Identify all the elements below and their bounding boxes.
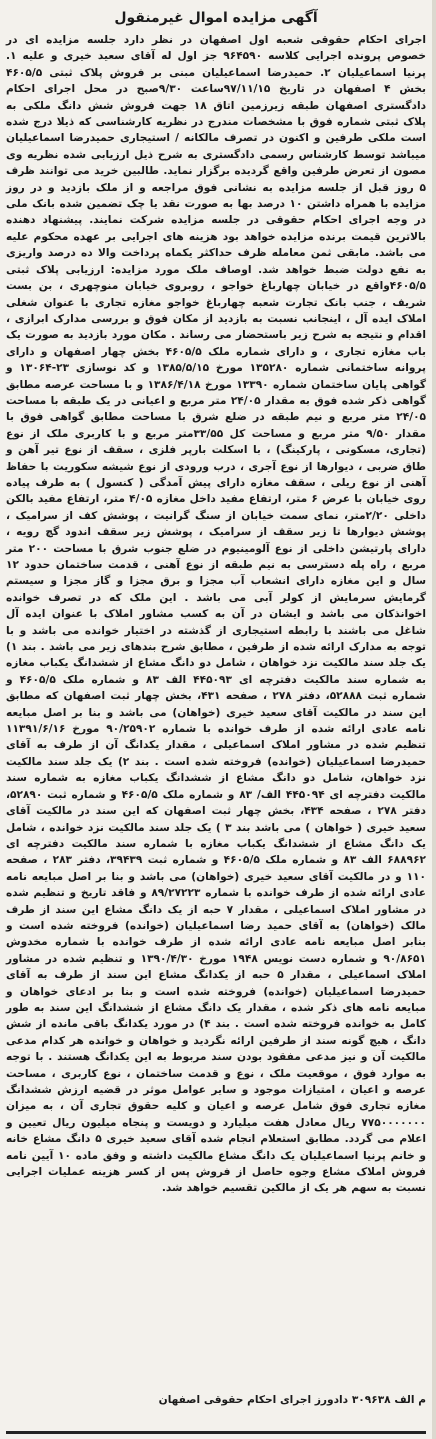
- bottom-rule: [6, 1431, 426, 1434]
- notice-body: [6, 32, 426, 1197]
- signature-title: دادورز اجرای احکام حقوقی اصفهان: [158, 1394, 349, 1406]
- signature-line: [6, 1392, 426, 1408]
- notice-page: [6, 6, 426, 1434]
- notice-title: آگهی مزایده اموال غیرمنقول: [114, 10, 318, 26]
- reference-number: م الف ۳۰۹۶۳۸: [351, 1394, 426, 1406]
- page-edge-strip: [432, 0, 436, 1439]
- notice-paragraph: اجرای احکام حقوقی شعبه اول اصفهان در نظر دارد جلسه مزایده ای در خصوص پرونده اجرایی کلاسه ۹۶۴۵۹۰ جز اول له آقای سعید خیری و علیه ۱. پرنیا اسماعیلیان ۲. حمیدرضا اسماعیلیان مبنی بر فروش پلاک ثبتی ۴۶۰۵/۵ بخش ۴ اصفهان در تاریخ ۹۷/۱۱/۱۵ساعت ۹/۳۰صبح در محل اجرای احکام دادگستری اصفهان طبقه زیرزمین اتاق ۱۸ جهت فروش شش دانگ ملکی به پلاک ثبتی شماره فوق با مشخصات مندرج در نظریه کارشناسی که ذیلا درج شده است ملکی طرفین و اکنون در تصرف مالکانه / استیجاری حمیدرضا اسماعیلیان میباشد توسط کارشناس رسمی دادگستری به شرح ذیل ارزیابی شده نظریه وی مصون از تعرض طرفین واقع گردیده برگزار نماید. طالبین خرید می توانند ظرف ۵ روز قبل از جلسه مزایده به نشانی فوق مراجعه و از ملک بازدید و در روز مزایده با همراه داشتن ۱۰ درصد بها به صورت نقد یا چک تضمین شده بانک ملی در وجه اجرای احکام حقوقی در جلسه مزایده شرکت نمایند. پیشنهاد دهنده بالاترین قیمت برنده مزایده خواهد بود هزینه های اجرایی بر عهده محکوم علیه می باشد. مابقی ثمن معامله ظرف حداکثر یکماه پرداخت والا ده درصد واریزی به نفع دولت ضبط خواهد شد. اوصاف ملک مورد مزایده: ارزیابی پلاک ثبتی ۴۶۰۵/۵واقع در خیابان چهارباغ خواجو ، روبروی خیابان منوچهری ، بن بست شریف ، جنب بانک تجارت شعبه چهارباغ خواجو مغازه تجاری با عنوان شغلی املاک ایده آل ، اینجانب نسبت به بازدید از مکان فوق و بررسی مدارک ابرازی ، اقدام و نتیجه به شرح زیر باستحضار می رساند . مکان مورد بازدید به صورت یک باب مغازه تجاری ، و دارای شماره ملک ۴۶۰۵/۵ بخش چهار اصفهان و دارای پروانه ساختمانی شماره ۱۳۵۲۸۰ مورخ ۱۳۸۵/۵/۱۵ و کد نوسازی ۲۳-۱۳۰۶۴ و گواهی پایان ساختمان شماره ۱۳۳۹۰ مورخ ۱۳۸۶/۴/۱۸ و با مساحت عرصه مطابق گواهی ذکر شده فوق به مقدار ۲۴/۰۵ متر مربع و اعیانی در یک طبقه با مساحت ۲۴/۰۵ متر مربع و نیم طبقه در ضلع شرق با مساحت مطابق گواهی فوق با مقدار ۹/۵۰ متر مربع و مساحت کل ۳۳/۵۵متر مربع و با کاربری ملک از نوع (تجاری، مسکونی ، پارکینگ) ، با اسکلت بارپر فلزی ، سقف از نوع تیر آهن و طاق ضربی ، دیوارها از نوع آجری ، درب ورودی از نوع شیشه سکوریت با حفاظ آهنی از نوع ریلی ، سقف مغازه دارای پیش آمدگی ( کنسول ) به طرف پیاده روی خیابان با عرض ۶ متر، ارتفاع مفید داخل مغازه ۴/۰۵ متر، ارتفاع مفید بالکن داخلی ۲/۲۰متر، نمای سمت خیابان از سنگ گرانیت ، پوشش کف از سرامیک ، پوشش دیوارها تا زیر سقف از سرامیک ، پوشش زیر سقف اندود گچ رویه ، دارای پارتیشن داخلی از نوع آلومینیوم در ضلع جنوب شرق با مساحت ۲۰۰ متر مربع ، راه پله دسترسی به نیم طبقه از نوع آهنی ، قدمت ساختمان حدود ۱۲ سال و این مغازه دارای انشعاب آب مجزا و برق مجزا و گاز مجزا و سیستم گرمایش سرمایش از کولر آبی می باشد . این ملک که در تصرف خوانده اخوانذکان می باشد و ایشان در آن به کسب مشاور املاک با عنوان ایده آل شاغل می باشند با رابطه استیجاری از گذشته در اختیار خوانده می باشد و با توجه به مدارک ارائه شده از طرفین ، مطابق شرح بندهای زیر می باشد . بند ۱) یک جلد سند مالکیت نزد خواهان ، شامل دو دانگ مشاع از ششدانگ یکباب مغازه به شماره سند مالکیت دفترچه ای ۴۴۵۰۹۳ الف ۸۳ و شماره ملک ۴۶۰۵/۵ و شماره ثبت ۵۲۸۸۸، دفتر ۲۷۸ ، صفحه ۴۳۱، بخش چهار ثبت اصفهان که مطابق این سند در مالکیت آقای سعید خیری (خواهان) می باشد و بنا بر اصل مبایعه نامه عادی ارائه شده از طرف خوانده با شماره ۹۰/۲۵۹۰۲ مورخ ۱۱۳۹۱/۶/۱۶ تنظیم شده در مشاور املاک اسماعیلی ، مقدار یکدانگ آن از طرف به آقای حمیدرضا اسماعیلیان (خوانده) فروخته شده است . بند ۲) یک جلد سند مالکیت نزد خواهان، شامل دو دانگ مشاع از ششدانگ یکباب مغازه به شماره سند مالکیت دفترچه ای ۴۴۵۰۹۴ الف/ ۸۳ و شماره ملک ۴۶۰۵/۵ و شماره ثبت ۵۲۸۹۰، دفتر ۲۷۸ ، صفحه ۴۳۴، بخش چهار ثبت اصفهان که این سند در مالکیت آقای سعید خیری ( خواهان ) می باشد بند ۳ ) یک جلد سند مالکیت نزد خوانده ، شامل یک دانگ مشاع از ششدانگ یکباب مغازه با شماره سند مالکیت دفترچه ای ۶۸۸۹۶۲ الف ۸۳ و شماره ملک ۴۶۰۵/۵ و شماره ثبت ۳۹۴۳۹، دفتر ۲۸۳ ، صفحه ۱۱۰ و در مالکیت آقای سعید خیری (خواهان) می باشد و بنا بر اصل مبایعه نامه عادی ارائه شده از طرف خوانده با شماره ۸۹/۲۷۲۲۳ و فاقد تاریخ و تنظیم شده در مشاور املاک اسماعیلی ، مقدار ۷ حبه از یک دانگ مشاع این سند از طرف مالک (خواهان) به آقای حمید رضا اسماعیلیان (خوانده) فروخته شده است و بنابر اصل مبایعه نامه عادی ارائه شده از طرف خوانده با شماره مخدوش ۹۰/۸۶۵۱ و شماره دست نویس ۱۹۴۸ مورخ ۱۳۹۰/۴/۳۰ و تنظیم شده در مشاور املاک اسماعیلی ، مقدار ۵ حبه از یکدانگ مشاع این سند از طرف به آقای حمیدرضا اسماعیلیان (خوانده) فروخته شده است و بنا بر ادعای خواهان و مبایعه نامه های ذکر شده ، مقدار یک دانگ مشاع از ششدانگ این سند به طور کامل به خوانده فروخته شده است . بند ۴) در مورد یکدانگ باقی مانده از شش دانگ ، هیچ گونه سند از طرفین ارائه نگردید و خواهان و خوانده هر کدام مدعی مالکیت آن و نیز مدعی مفقود بودن سند مربوط به این یکدانگ هستند . با توجه به موارد فوق ، موقعیت ملک ، نوع و قدمت ساختمان ، نوع کاربری ، مساحت عرصه و اعیان ، امتیازات موجود و سایر عوامل موثر در قضیه ارزش ششدانگ مغازه تجاری فوق شامل عرصه و اعیان و کلیه حقوق تجاری آن ، به میزان ۷۷۵۰۰۰۰۰۰۰ ریال معادل هفت میلیارد و دویست و پنجاه میلیون ریال تعیین و اعلام می گردد. مطابق استعلام انجام شده آقای سعید خیری ۵ دانگ مشاع خانه و خانم پرنیا اسماعیلیان یک دانگ مشاع مالکیت داشته و وفق ماده ۱۰ آیین نامه فروش املاک مشاع وجوه حاصل از فروش پس از کسر هزینه عملیات اجرایی نسبت به سهم هر یک از مالکین تقسیم خواهد شد.: [6, 34, 427, 1195]
